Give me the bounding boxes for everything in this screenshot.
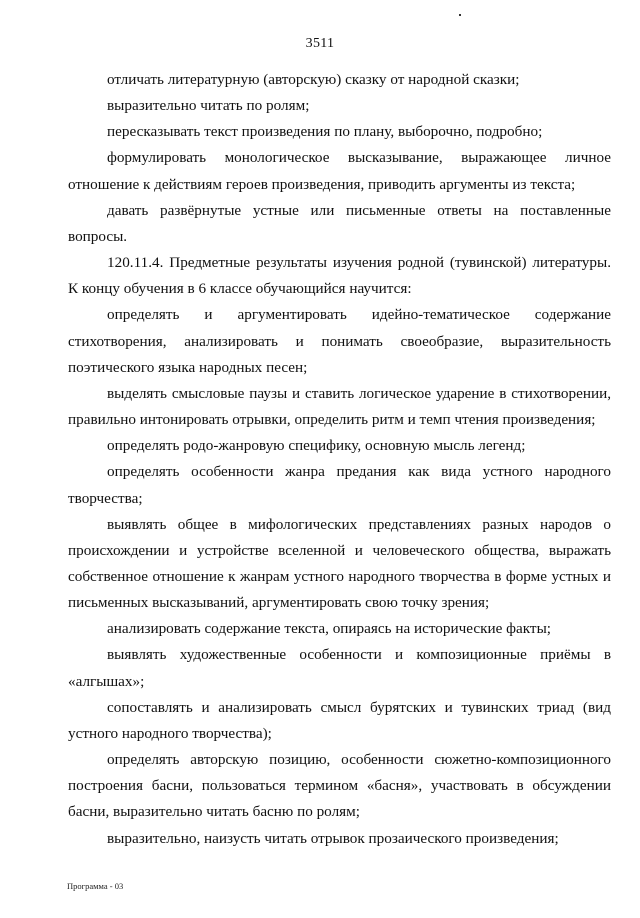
page-number: 3511: [305, 36, 335, 51]
paragraph: выявлять художественные особенности и композиционные приёмы в «алгышах»;: [68, 646, 611, 690]
paragraph: определять и аргументировать идейно-тематическое содержание стихотворения, анализировать и понимать своеобразие, выразительность поэтического языка народных песен;: [68, 306, 611, 376]
paragraph: давать развёрнутые устные или письменные ответы на поставленные вопросы.: [68, 201, 611, 245]
body-text: [68, 67, 611, 852]
paragraph: определять авторскую позицию, особенности сюжетно-композиционного построения басни, пользоваться термином «басня», участвовать в обсуждении басни, выразительно читать басню по ролям;: [68, 751, 611, 821]
paragraph: пересказывать текст произведения по плану, выборочно, подробно;: [107, 123, 543, 141]
paragraph: формулировать монологическое высказывание, выражающее личное отношение к действиям героев произведения, приводить аргументы из текста;: [68, 149, 611, 193]
section-heading-paragraph: 120.11.4. Предметные результаты изучения родной (тувинской) литературы. К концу обучения в 6 классе обучающийся научится:: [68, 254, 611, 298]
paragraph: выявлять общее в мифологических представлениях разных народов о происхождении и устройстве вселенной и человеческого общества, выражать собственное отношение к жанрам устного народного творчества в форме устных и письменных высказываний, аргументировать свою точку зрения;: [68, 515, 611, 612]
paragraph: определять особенности жанра предания как вида устного народного творчества;: [68, 463, 611, 507]
footer-label: Программа - 03: [67, 881, 124, 891]
paragraph: выразительно читать по ролям;: [107, 97, 310, 115]
paragraph: выделять смысловые паузы и ставить логическое ударение в стихотворении, правильно интонировать отрывки, определить ритм и темп чтения произведения;: [68, 384, 611, 429]
scan-dot: [459, 14, 461, 16]
paragraph: определять родо-жанровую специфику, основную мысль легенд;: [107, 437, 526, 455]
paragraph: отличать литературную (авторскую) сказку от народной сказки;: [107, 71, 520, 88]
paragraph: анализировать содержание текста, опираясь на исторические факты;: [107, 620, 551, 638]
paragraph: выразительно, наизусть читать отрывок прозаического произведения;: [107, 829, 559, 847]
paragraph: сопоставлять и анализировать смысл бурятских и тувинских триад (вид устного народного творчества);: [68, 698, 611, 742]
